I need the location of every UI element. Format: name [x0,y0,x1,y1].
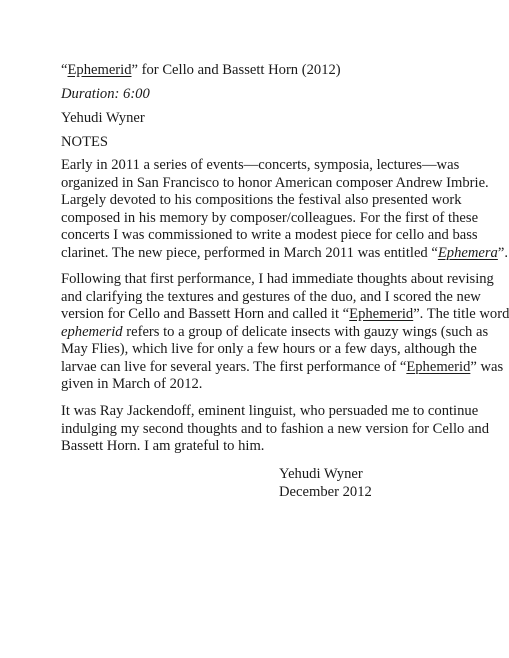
text-span: version for Cello and Bassett Horn and called it “ [61,306,350,322]
paragraph2-line: Following that first performance, I had immediate thoughts about revising [61,271,494,287]
text-span: clarinet. The new piece, performed in March 2011 was entitled “ [61,244,438,261]
paragraph1-line: organized in San Francisco to honor American composer Andrew Imbrie. [61,174,489,191]
paragraph1-line: Largely devoted to his compositions the festival also presented work [61,192,462,208]
duration: Duration: 6:00 [61,86,150,102]
text-span: larvae can live for several years. The first performance of “ [61,358,407,375]
piece-title [61,62,341,80]
ephemerid-term: ephemerid [61,323,123,340]
text-span: refers to a group of delicate insects with gauzy wings (such as [122,323,489,340]
paragraph1-line [61,245,508,263]
notes-heading: NOTES [61,134,109,150]
paragraph2-line: and clarifying the textures and gestures of the duo, and I scored the new [61,288,481,305]
ephemera-title: Ephemera [437,244,498,261]
ephemerid-title: Ephemerid [406,358,471,375]
text-span: ”. [497,244,508,261]
title-instrumentation: for Cello and Bassett Horn (2012) [138,62,341,78]
title-open-quote: “ [61,62,68,78]
paragraph1-line: Early in 2011 a series of events—concerts, symposia, lectures—was [61,157,460,173]
paragraph2-line [61,324,488,342]
paragraph2-line [61,306,509,324]
paragraph2-line: May Flies), which live for only a few hours or a few days, although the [61,341,477,357]
paragraph3-line: Bassett Horn. I am grateful to him. [61,438,265,454]
composer-name: Yehudi Wyner [61,110,145,126]
paragraph3-line: indulging my second thoughts and to fashion a new version for Cello and [61,420,490,437]
text-span: ” was [470,358,504,375]
text-span: ”. The title word [413,306,509,322]
title-close-quote: ” [131,62,138,78]
title-work-name: Ephemerid [67,62,132,78]
paragraph1-line: composed in his memory by composer/colleagues. For the first of these [61,209,479,226]
signature-date: December 2012 [279,483,372,500]
paragraph2-line [61,359,503,377]
ephemerid-title: Ephemerid [349,306,414,322]
paragraph1-line: concerts I was commissioned to write a modest piece for cello and bass [61,227,478,243]
signature-name: Yehudi Wyner [279,466,363,482]
paragraph3-line: It was Ray Jackendoff, eminent linguist, who persuaded me to continue [61,403,479,419]
paragraph2-line: given in March of 2012. [61,376,203,392]
